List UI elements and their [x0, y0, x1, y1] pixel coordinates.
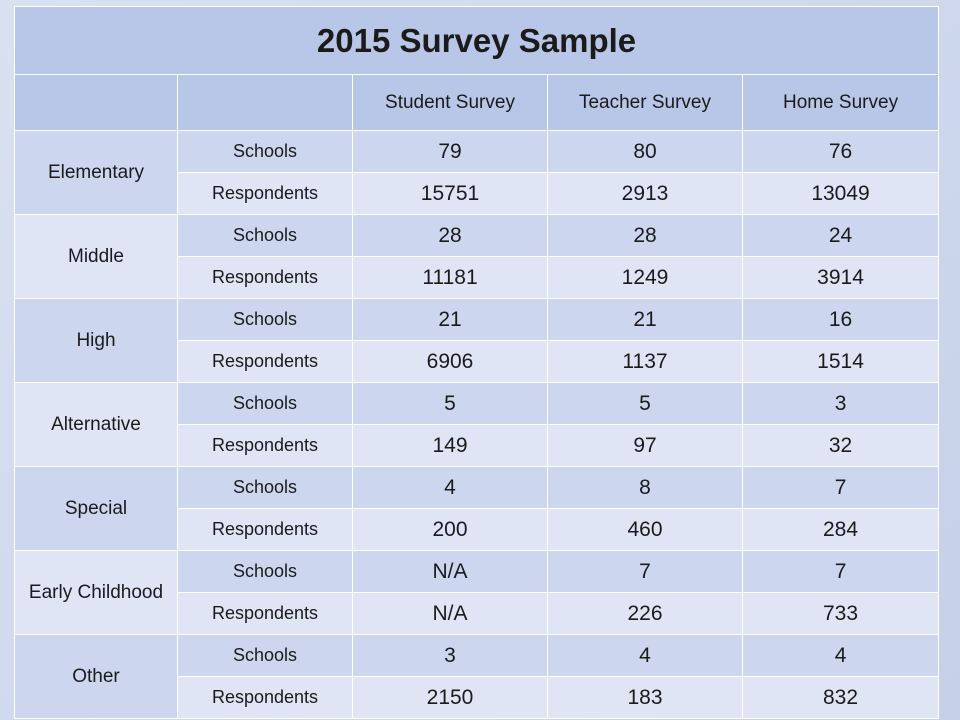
- value-cell: 3914: [743, 257, 939, 299]
- category-cell: Special: [15, 467, 178, 551]
- value-cell: 21: [353, 299, 548, 341]
- value-cell: 460: [548, 509, 743, 551]
- metric-cell: Respondents: [178, 677, 353, 719]
- table-row: [15, 131, 939, 173]
- value-cell: 5: [353, 383, 548, 425]
- metric-cell: Schools: [178, 383, 353, 425]
- value-cell: 1249: [548, 257, 743, 299]
- category-cell: Elementary: [15, 131, 178, 215]
- value-cell: 183: [548, 677, 743, 719]
- metric-cell: Respondents: [178, 509, 353, 551]
- survey-sample-table: [14, 6, 939, 719]
- metric-cell: Schools: [178, 467, 353, 509]
- metric-cell: Schools: [178, 131, 353, 173]
- survey-table-container: [14, 6, 938, 714]
- category-cell: Middle: [15, 215, 178, 299]
- value-cell: N/A: [353, 593, 548, 635]
- value-cell: 8: [548, 467, 743, 509]
- metric-cell: Schools: [178, 299, 353, 341]
- value-cell: 28: [353, 215, 548, 257]
- value-cell: 2913: [548, 173, 743, 215]
- value-cell: 79: [353, 131, 548, 173]
- value-cell: 7: [743, 551, 939, 593]
- value-cell: 1137: [548, 341, 743, 383]
- value-cell: 733: [743, 593, 939, 635]
- header-student-survey: Student Survey: [353, 75, 548, 131]
- metric-cell: Schools: [178, 635, 353, 677]
- metric-cell: Respondents: [178, 257, 353, 299]
- category-cell: Alternative: [15, 383, 178, 467]
- value-cell: 97: [548, 425, 743, 467]
- value-cell: 226: [548, 593, 743, 635]
- value-cell: 3: [743, 383, 939, 425]
- value-cell: 6906: [353, 341, 548, 383]
- value-cell: 13049: [743, 173, 939, 215]
- metric-cell: Schools: [178, 215, 353, 257]
- table-row: [15, 383, 939, 425]
- value-cell: N/A: [353, 551, 548, 593]
- value-cell: 4: [548, 635, 743, 677]
- value-cell: 2150: [353, 677, 548, 719]
- header-home-survey: Home Survey: [743, 75, 939, 131]
- table-row: [15, 215, 939, 257]
- header-teacher-survey: Teacher Survey: [548, 75, 743, 131]
- table-row: [15, 635, 939, 677]
- value-cell: 7: [548, 551, 743, 593]
- value-cell: 284: [743, 509, 939, 551]
- value-cell: 11181: [353, 257, 548, 299]
- value-cell: 200: [353, 509, 548, 551]
- table-row: [15, 299, 939, 341]
- value-cell: 16: [743, 299, 939, 341]
- value-cell: 5: [548, 383, 743, 425]
- value-cell: 21: [548, 299, 743, 341]
- category-cell: Other: [15, 635, 178, 719]
- value-cell: 24: [743, 215, 939, 257]
- value-cell: 4: [743, 635, 939, 677]
- value-cell: 32: [743, 425, 939, 467]
- metric-cell: Respondents: [178, 341, 353, 383]
- metric-cell: Respondents: [178, 425, 353, 467]
- metric-cell: Respondents: [178, 173, 353, 215]
- value-cell: 832: [743, 677, 939, 719]
- value-cell: 1514: [743, 341, 939, 383]
- header-cell-blank-2: [178, 75, 353, 131]
- category-cell: High: [15, 299, 178, 383]
- metric-cell: Respondents: [178, 593, 353, 635]
- value-cell: 7: [743, 467, 939, 509]
- value-cell: 4: [353, 467, 548, 509]
- value-cell: 15751: [353, 173, 548, 215]
- value-cell: 28: [548, 215, 743, 257]
- category-cell: Early Childhood: [15, 551, 178, 635]
- value-cell: 3: [353, 635, 548, 677]
- table-title: 2015 Survey Sample: [15, 7, 939, 75]
- table-row: [15, 551, 939, 593]
- metric-cell: Schools: [178, 551, 353, 593]
- value-cell: 76: [743, 131, 939, 173]
- table-row: [15, 467, 939, 509]
- header-cell-blank-1: [15, 75, 178, 131]
- value-cell: 80: [548, 131, 743, 173]
- value-cell: 149: [353, 425, 548, 467]
